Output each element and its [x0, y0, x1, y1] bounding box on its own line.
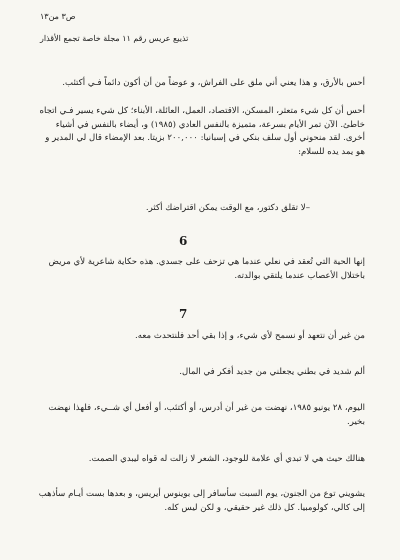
- page-number: ص٣ من١٣: [40, 12, 76, 21]
- running-header: تذييع عريس رقم ١١ مجلة خاصة تجمع الأقذار: [40, 34, 189, 43]
- paragraph-commitment: من غير أن نتعهد أو نسمح لأي شيء، و إذا بقي أحد فلنتحدث معه.: [135, 331, 365, 341]
- section-number-7: 7: [179, 307, 188, 321]
- quote-bank-manager: –لا تقلق دكتور، مع الوقت يمكن اقتراضك أكثر.: [145, 203, 310, 213]
- paragraph-poetry-silence: هنالك حيث هي لا تبدي أي علامة للوجود، الشعر لا زالت له قواه ليبدي الصمت.: [88, 454, 365, 464]
- section-number-6: 6: [179, 234, 188, 248]
- paragraph-everything-wrong: أحس أن كل شيء متعثر، المسكن، الاقتصاد، العمل، العائلة، الأبناء؛ كل شيء يسير فـي اتجاه خاطئ. الآن تمر الأيام بسرعة، متميزة بالنفس العادي (١٩٨٥) و، أيضاء بالنفس في أشياء أخرى. لقد منحوني أول سلف بنكي في إسبانيا: ٢٠٠,٠٠٠ بزيتا. بعد الإمضاء قال لي المدير و هو يمد يده للسلام:: [39, 106, 365, 157]
- paragraph-snake: إنها الحية التي تُعقد في نعلي عندما هي تزحف على جسدي. هذه حكاية شاعرية لأي مريض باختلال الأعصاب عندما يلتقي بوالدته.: [48, 257, 365, 281]
- paragraph-travel: يشويني توع من الجنون، يوم السبت سأسافر إلى بوينوس أيريس، و بعدها بست أيـام سأذهب إلى كالي، كولومبيا. كل ذلك غير حقيقي، و لكن ليس كله.: [38, 489, 365, 513]
- paragraph-stomach-pain: ألم شديد في بطني يجعلني من جديد أفكر في المال.: [179, 367, 365, 377]
- paragraph-insomnia: أحس بالأرق، و هذا يعني أني ملق على الفراش، و عوضاً من أن أكون دائماً فـي أكتئب.: [62, 78, 365, 88]
- paragraph-june-28: اليوم، ٢٨ يونيو ١٩٨٥، نهضت من غير أن أدرس، أو أكتئب، أو أفعل أي شــيء، فلهذا نهضت بخير.: [48, 403, 365, 427]
